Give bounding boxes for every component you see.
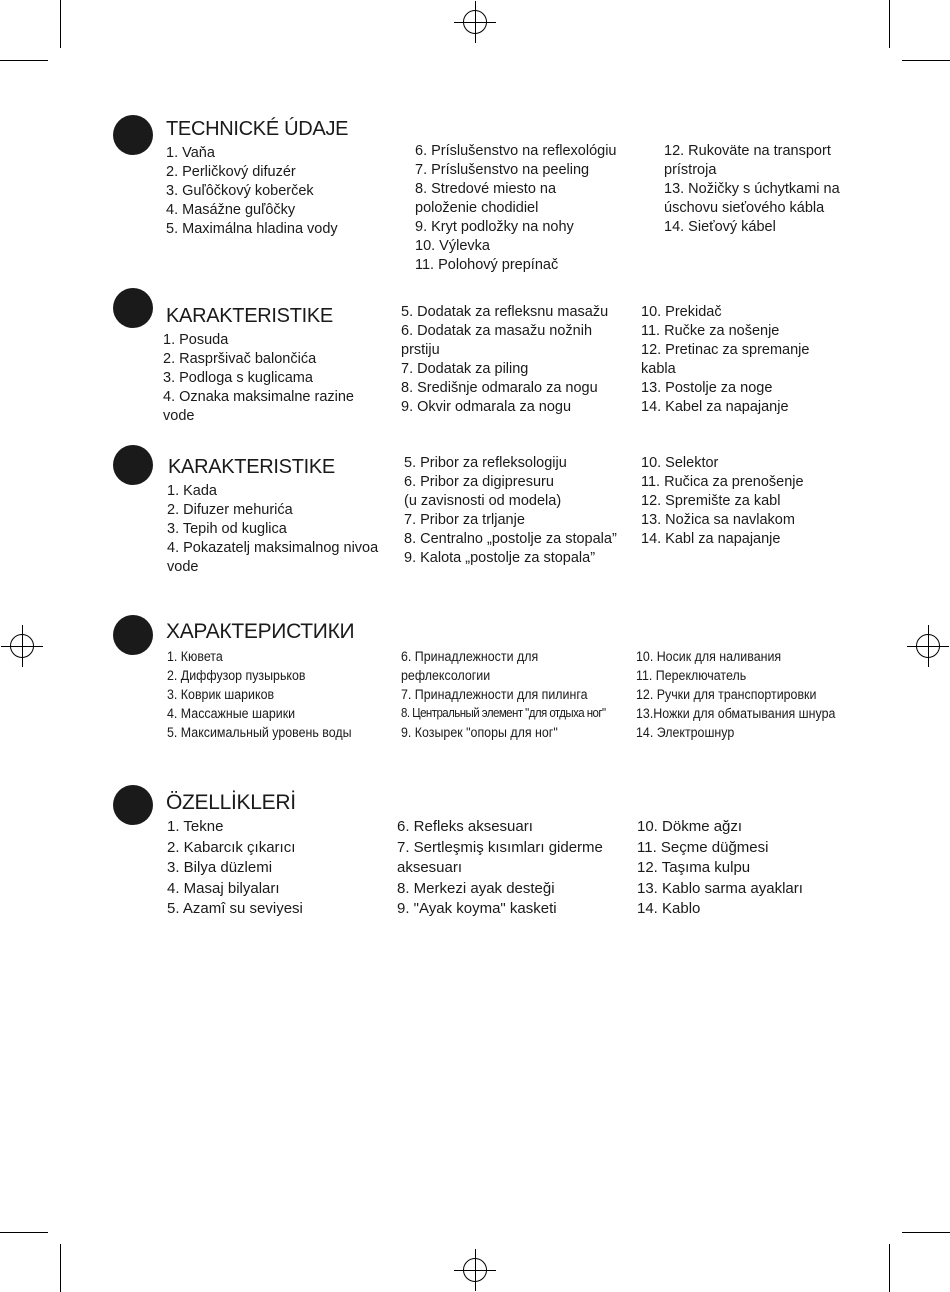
list-item: 4. Masaj bilyaları <box>167 879 280 897</box>
list-item: 14. Электрошнур <box>636 725 735 740</box>
column-1 <box>163 331 354 426</box>
list-item: 5. Azamî su seviyesi <box>167 900 303 917</box>
list-item: 9. Okvir odmarala za nogu <box>401 399 572 415</box>
registration-mark-top <box>463 10 487 34</box>
column-2 <box>397 817 603 920</box>
list-item: 9. Kalota „postolje za stopala” <box>404 550 596 566</box>
crop-mark <box>889 1244 890 1292</box>
list-item: 8. Merkezi ayak desteği <box>397 879 555 897</box>
list-item: 5. Pribor za refleksologiju <box>404 455 567 471</box>
column-1 <box>167 817 303 920</box>
list-item: 11. Polohový prepínač <box>415 257 559 273</box>
column-1 <box>167 482 378 577</box>
list-item: 4. Oznaka maksimalne razine <box>163 389 354 405</box>
list-item: 7. Принадлежности для пилинга <box>401 687 588 702</box>
section-bullet <box>113 115 153 155</box>
list-item: 3. Bilya düzlemi <box>167 859 273 876</box>
list-item: úschovu sieťového kábla <box>664 200 825 216</box>
list-item: 13.Ножки для обматывания шнура <box>636 706 836 721</box>
column-2 <box>401 647 606 742</box>
list-item: 2. Perličkový difuzér <box>166 164 296 180</box>
list-item: 11. Seçme düğmesi <box>637 838 769 856</box>
list-item: 2. Difuzer mehurića <box>167 502 293 518</box>
list-item: 9. "Ayak koyma" kasketi <box>397 900 557 917</box>
column-1 <box>166 144 338 239</box>
list-item: 13. Kablo sarma ayakları <box>637 879 803 897</box>
list-item: 7. Príslušenstvo na peeling <box>415 162 590 178</box>
list-item: 11. Ručke za nošenje <box>641 323 780 339</box>
list-item: 6. Принадлежности для <box>401 649 539 664</box>
list-item: 14. Kabel za napajanje <box>641 399 789 415</box>
crop-mark <box>902 60 950 61</box>
list-item: 10. Носик для наливания <box>636 649 782 664</box>
list-item: 7. Sertleşmiş kısımları giderme <box>397 838 603 856</box>
list-item: 2. Kabarcık çıkarıcı <box>167 838 296 856</box>
list-item: 2. Raspršivač balončića <box>163 351 317 367</box>
list-item: 12. Taşıma kulpu <box>637 859 751 876</box>
column-1 <box>167 647 352 742</box>
list-item: 13. Nožica sa navlakom <box>641 512 795 528</box>
list-item: 1. Posuda <box>163 332 229 348</box>
list-item: 11. Переключатель <box>636 668 747 683</box>
crop-mark <box>60 0 61 48</box>
list-item: 7. Dodatak za piling <box>401 361 529 377</box>
list-item: 1. Кювета <box>167 649 223 664</box>
list-item: 14. Kabl za napajanje <box>641 531 781 547</box>
list-item: vode <box>163 408 195 424</box>
list-item: 8. Centralno „postolje za stopala” <box>404 531 617 547</box>
crop-mark <box>0 1232 48 1233</box>
list-item: 8. Središnje odmaralo za nogu <box>401 380 598 396</box>
list-item: 13. Postolje za noge <box>641 380 773 396</box>
list-item: 12. Pretinac za spremanje <box>641 342 810 358</box>
list-item: 6. Príslušenstvo na reflexológiu <box>415 143 617 159</box>
column-2 <box>401 303 608 417</box>
list-item: vode <box>167 559 199 575</box>
section-bullet <box>113 785 153 825</box>
list-item: 8. Stredové miesto na <box>415 181 557 197</box>
list-item: рефлексологии <box>401 668 491 683</box>
list-item: 12. Rukoväte na transport <box>664 143 831 159</box>
column-2 <box>415 142 617 275</box>
list-item: 3. Tepih od kuglica <box>167 521 287 537</box>
section-bullet <box>113 445 153 485</box>
list-item: 3. Коврик шариков <box>167 687 275 702</box>
list-item: 14. Sieťový kábel <box>664 219 776 235</box>
crop-mark <box>902 1232 950 1233</box>
list-item: položenie chodidiel <box>415 200 539 216</box>
section-bullet <box>113 288 153 328</box>
section-title: ХАРАКТЕРИСТИКИ <box>166 620 355 643</box>
list-item: 5. Максимальный уровень воды <box>167 725 352 740</box>
registration-mark-left <box>10 634 34 658</box>
column-3 <box>637 817 803 920</box>
list-item: 1. Tekne <box>167 818 224 835</box>
registration-mark-bottom <box>463 1258 487 1282</box>
list-item: prístroja <box>664 162 717 178</box>
section-title: TECHNICKÉ ÚDAJE <box>166 118 349 140</box>
list-item: 6. Dodatak za masažu nožnih <box>401 323 593 339</box>
list-item: 5. Maximálna hladina vody <box>166 221 338 237</box>
column-3 <box>636 647 835 742</box>
list-item: 2. Диффузор пузырьков <box>167 668 306 683</box>
list-item: 1. Kada <box>167 483 217 499</box>
list-item: 8. Центральный элемент "для отдыха ног" <box>401 706 606 720</box>
list-item: 10. Dökme ağzı <box>637 818 743 835</box>
section-bullet <box>113 615 153 655</box>
crop-mark <box>0 60 48 61</box>
list-item: 3. Podloga s kuglicama <box>163 370 313 386</box>
list-item: 5. Dodatak za refleksnu masažu <box>401 304 609 320</box>
list-item: 6. Pribor za digipresuru <box>404 474 554 490</box>
list-item: 3. Guľôčkový koberček <box>166 183 314 199</box>
list-item: 4. Pokazatelj maksimalnog nivoa <box>167 540 379 556</box>
list-item: 10. Prekidač <box>641 304 722 320</box>
crop-mark <box>889 0 890 48</box>
list-item: 10. Výlevka <box>415 238 490 254</box>
list-item: 4. Masážne guľôčky <box>166 202 296 218</box>
list-item: aksesuarı <box>397 859 463 876</box>
list-item: 14. Kablo <box>637 900 701 917</box>
section-title: ÖZELLİKLERİ <box>166 791 296 814</box>
column-3 <box>641 303 809 417</box>
list-item: kabla <box>641 361 676 377</box>
section-title: KARAKTERISTIKE <box>166 305 333 327</box>
list-item: 12. Ручки для транспортировки <box>636 687 817 702</box>
list-item: 9. Kryt podložky na nohy <box>415 219 574 235</box>
list-item: 4. Массажные шарики <box>167 706 296 721</box>
list-item: 12. Spremište za kabl <box>641 493 781 509</box>
list-item: 6. Refleks aksesuarı <box>397 818 533 835</box>
section-title: KARAKTERISTIKE <box>168 456 335 478</box>
column-2 <box>404 454 617 568</box>
list-item: prstiju <box>401 342 440 358</box>
list-item: 9. Козырек "опоры для ног" <box>401 725 558 740</box>
list-item: 1. Vaňa <box>166 145 215 161</box>
column-3 <box>664 142 840 237</box>
list-item: 13. Nožičky s úchytkami na <box>664 181 840 197</box>
crop-mark <box>60 1244 61 1292</box>
list-item: (u zavisnosti od modela) <box>404 493 562 509</box>
list-item: 7. Pribor za trljanje <box>404 512 525 528</box>
list-item: 10. Selektor <box>641 455 719 471</box>
list-item: 11. Ručica za prenošenje <box>641 474 804 490</box>
registration-mark-right <box>916 634 940 658</box>
column-3 <box>641 454 804 549</box>
